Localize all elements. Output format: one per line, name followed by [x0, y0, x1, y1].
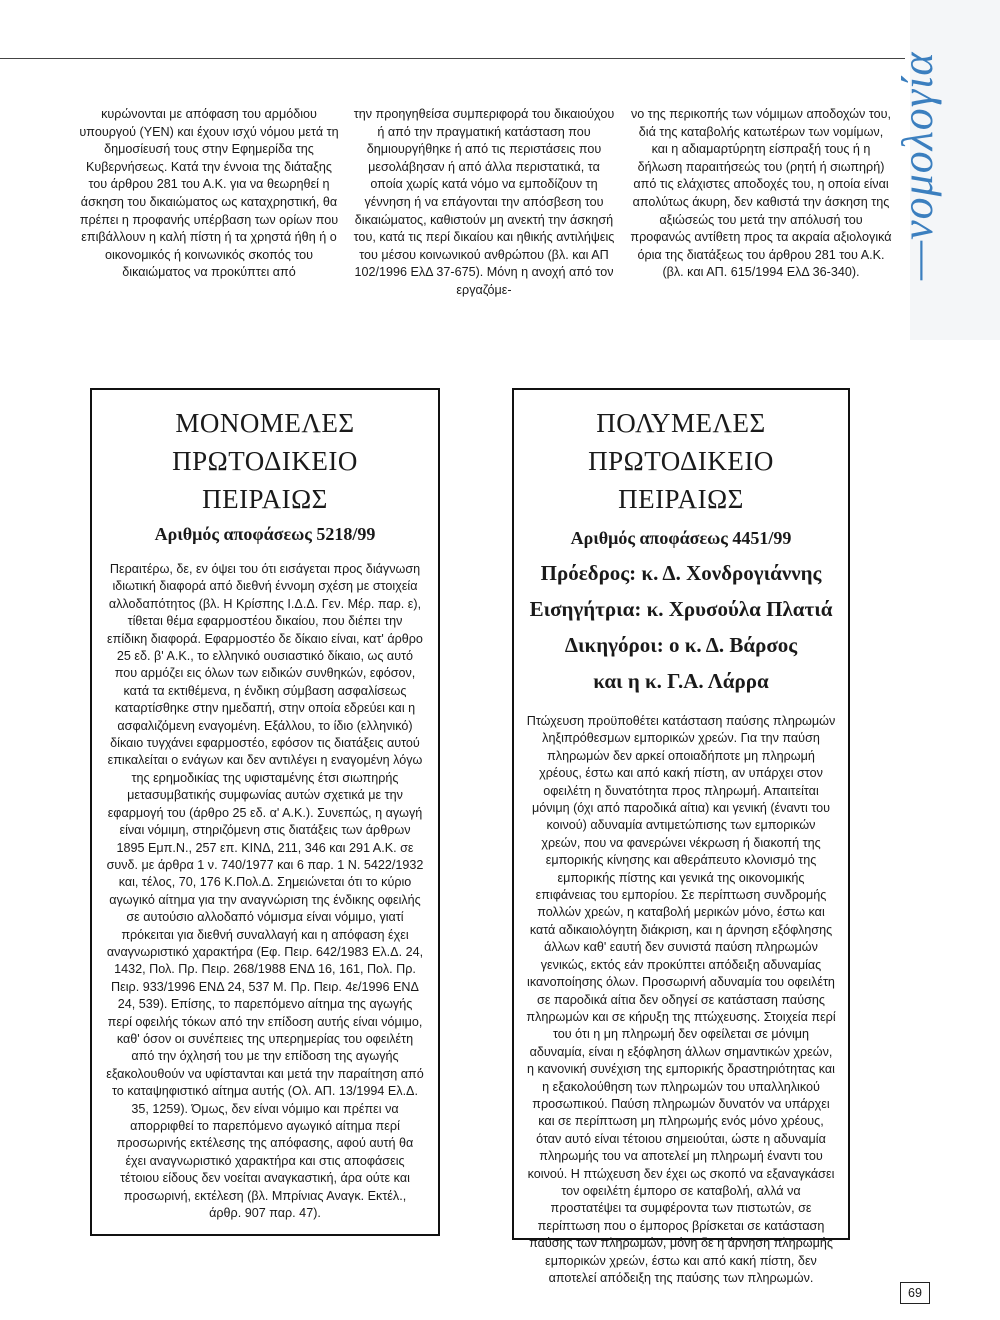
- column-text: κυρώνονται με απόφαση του αρμόδιου υπουργού (ΥΕΝ) και έχουν ισχύ νόμου μετά τη δημοσίευσή τους στην Εφημερίδα της Κυβερνήσεως. Κατά την έννοια της διάταξης του άρθρου 281 του Α.Κ. για να θεωρηθεί η άσκηση του δικαιώματος ως καταχρηστική, θα πρέπει η προφανής υπέρβαση των ορίων που επιβάλλουν η καλή πίστη ή τα χρηστά ήθη ή ο οικονομικός ή κοινωνικός σκοπός του δικαιώματος να προκύπτει από: [79, 107, 339, 280]
- top-column-2: [353, 106, 615, 300]
- column-text: νο της περικοπής των νόμιμων αποδοχών του, διά της καταβολής κατωτέρων των νομίμων, και η αδιαμαρτύρητη είσπραξή τους ή η δήλωση παραιτήσεώς του (ρητή ή σιωπηρή) από τις ελάχιστες αποδοχές του, η οποία είναι απολύτως άκυρη, δεν καθιστά την άσκηση της αξιώσεώς του μετά την απόλυσή του προφανώς αντίθετη προς τα ακραία αξιολογικά όρια της διατάξεως του άρθρου 281 του Α.Κ. (βλ. και ΑΠ. 615/1994 ΕλΔ 36-340).: [630, 107, 892, 280]
- top-column-3: [630, 106, 892, 282]
- decision-number: Αριθμός αποφάσεως 5218/99: [154, 524, 376, 544]
- court-type: ΜΟΝΟΜΕΛΕΣ: [175, 408, 355, 438]
- court-name: ΠΡΩΤΟΔΙΚΕΙΟ ΠΕΙΡΑΙΩΣ: [588, 446, 774, 514]
- page-number: 69: [900, 1282, 930, 1304]
- decision-box-right: [512, 388, 850, 1285]
- column-text: την προηγηθείσα συμπεριφορά του δικαιούχου ή από την πραγματική κατάσταση που δημιουργήθηκε ή από τις περιστάσεις που μεσολάβησαν ή από άλλα περιστατικά, τα οποία χωρίς κατά νόμο να εμποδίζουν τη γέννηση ή να επάγονται την απόσβεση του δικαιώματος, καθιστούν μη ανεκτή την άσκησή του, κατά τις περί δικαίου και ηθικής αντιλήψεις του μέσου κοινωνικού ανθρώπου (βλ. και ΑΠ 102/1996 ΕλΔ 37-675). Μόνη η ανοχή από τον εργαζόμε-: [353, 107, 615, 297]
- president: Πρόεδρος: κ. Δ. Χονδρογιάννης: [540, 561, 822, 585]
- court-name: ΠΡΩΤΟΔΙΚΕΙΟ ΠΕΙΡΑΙΩΣ: [172, 446, 358, 514]
- decision-box-left: [90, 388, 440, 1236]
- top-rule: [0, 58, 905, 59]
- lawyers-line-2: και η κ. Γ.Α. Λάρρα: [593, 669, 769, 693]
- court-type: ΠΟΛΥΜΕΛΕΣ: [596, 408, 766, 438]
- top-column-1: [78, 106, 340, 282]
- rapporteur: Εισηγήτρια: κ. Χρυσούλα Πλατιά: [529, 597, 833, 621]
- decision-text: Περαιτέρω, δε, εν όψει του ότι εισάγεται προς διάγνωση ιδιωτική διαφορά από διεθνή έννομη σχέση με στοιχεία αλλοδαπότητος (βλ. Η Κρίσπης Ι.Δ.Δ. Γεν. Μέρ. παρ. ε), τίθεται θέμα εφαρμοστέου δικαίου, που διέπει την επίδικη διαφορά. Εφαρμοστέο δε δίκαιο είναι, κατ' άρθρο 25 εδ. β' Α.Κ., το ελληνικό ουσιαστικό δίκαιο, ως αυτό που αρμόζει εις όλων των ειδικών συνθηκών, εφόσον, κατά τα εκτιθέμενα, η ένδικη σύμβαση ασφαλίσεως καταρτίσθηκε στην ημεδαπή, στην οποία εδρεύει και η ασφαλιζόμενη εναγομένη. Εξάλλου, το ίδιο (ελληνικό) δίκαιο τυγχάνει εφαρμοστέο, εφόσον τις διατάξεις αυτού επικαλείται ο ενάγων και δεν αντιλέγει η εναγομένη λόγω της ερημοδικίας της υφισταμένης έτσι σιωπηρής μετασυμβατικής συμφωνίας αυτών σχετικά με την εφαρμογή του (άρθρο 25 εδ. α' Α.Κ.). Συνεπώς, η αγωγή είναι νόμιμη, στηριζόμενη στις διατάξεις των άρθρων 1895 Εμπ.Ν., 257 επ. ΚΙΝΔ, 211, 346 και 291 Α.Κ. σε συνδ. με άρθρα 1 ν. 740/1977 και 6 παρ. 1 Ν. 5422/1932 και, τέλος, 70, 176 Κ.Πολ.Δ. Σημειώνεται ότι το κύριο αγωγικό αίτημα για την αναγνώριση της ένδικης οφειλής σε αυτούσιο αλλοδαπό νόμισμα είναι νόμιμο, γιατί πρόκειται για διεθνή συναλλαγή και η απόφαση έχει αναγνωριστικό χαρακτήρα (Εφ. Πειρ. 642/1983 Ελ.Δ. 24, 1432, Πολ. Πρ. Πειρ. 268/1988 ΕΝΔ 16, 161, Πολ. Πρ. Πειρ. 933/1996 ΕΝΔ 24, 537 Μ. Πρ. Πειρ. 4ε/1996 ΕΝΔ 24, 539). Επίσης, το παρεπόμενο αίτημα της αγωγής περί οφειλής τόκων από την επίδοση αυτής είναι νόμιμο, καθ' όσον οι συνέπειες της υπερημερίας του οφειλέτη από την όχλησή του με την επίδοση της αγωγής εξακολουθούν να υφίστανται και μετά την παραίτηση από το καταψηφιστικό αίτημα αυτής (Ολ. ΑΠ. 13/1994 Ελ.Δ. 35, 1259). Όμως, δεν είναι νόμιμο και πρέπει να απορριφθεί το παρεπόμενο αγωγικό αίτημα περί προσωρινής εκτέλεσης της απόφασης, αφού αυτή θα έχει αναγνωριστικό χαρακτήρα και στις αποφάσεις τέτοιου είδους δεν νοείται αναγκαστική, άρα ούτε και προσωρινή, εκτέλεση (βλ. Μπρίνιας Αναγκ. Εκτέλ., άρθρ. 907 παρ. 47).: [106, 562, 424, 1221]
- decision-text: Πτώχευση προϋποθέτει κατάσταση παύσης πληρωμών ληξιπρόθεσμων εμπορικών χρεών. Για την παύση πληρωμών δεν αρκεί οποιαδήποτε μη πληρωμή χρέους, έστω και από κακή πίστη, αν υπάρχει στον οφειλέτη η δυνατότητα προς πληρωμή. Απαιτείται μόνιμη (όχι από παροδικά αίτια) και γενική (έναντι του κοινού) αδυναμία αντιμετώπισης των εμπορικών χρεών, που να φανερώνει νέκρωση ή διακοπή της εμπορικής κίνησης και αθεράπευτο κλονισμό της εμπορικής πίστης και γενικά της οικονομικής επιφάνειας του εμπορίου. Σε περίπτωση συνδρομής πολλών χρεών, η καταβολή μερικών μόνο, έστω και κατά αδικαιολόγητη διάκριση, και η άρνηση εξόφλησης άλλων καθ' εαυτή δεν συνιστά παύση πληρωμών γενικώς, εκτός εάν προκύπτει απόδειξη αδυναμίας ικανοποίησης όλων. Προσωρινή αδυναμία του οφειλέτη σε παροδικά αίτια δεν οδηγεί σε κατάσταση παύσης πληρωμών και σε κήρυξη της πτώχευσης. Στοιχεία περί του ότι η μη πληρωμή δεν οφείλεται σε μόνιμη αδυναμία, είναι η εξόφληση άλλων σημαντικών χρεών, η κανονική συνέχιση της εμπορικής δραστηριότητας και η εξακολούθηση των πληρωμών του υπαλληλικού προσωπικού. Παύση πληρωμών δυνατόν να υπάρχει και σε περίπτωση μη πληρωμής ενός μόνο χρέους, όταν αυτό είναι τέτοιου σημειούται, ώστε η αδυναμία πληρωμής του να αποτελεί μη πληρωμή έναντι του κοινού. Η πτώχευση δεν έχει ως σκοπό να εξαναγκάσει τον οφειλέτη έμπορο σε καταβολή, αλλά να προστατέψει τα συμφέροντα των πιστωτών, σε περίπτωση που ο έμπορος βρίσκεται σε κατάσταση παύσης των πληρωμών, μόνη δε η άρνηση πληρωμής εμπορικών χρεών, έστω και από κακή πίστη, δεν αποτελεί απόδειξη της παύσης των πληρωμών.: [526, 714, 836, 1285]
- section-label: —νομολογία: [893, 51, 942, 280]
- lawyers-line-1: Δικηγόροι: ο κ. Δ. Βάρσος: [564, 633, 798, 657]
- decision-number: Αριθμός αποφάσεως 4451/99: [570, 528, 792, 548]
